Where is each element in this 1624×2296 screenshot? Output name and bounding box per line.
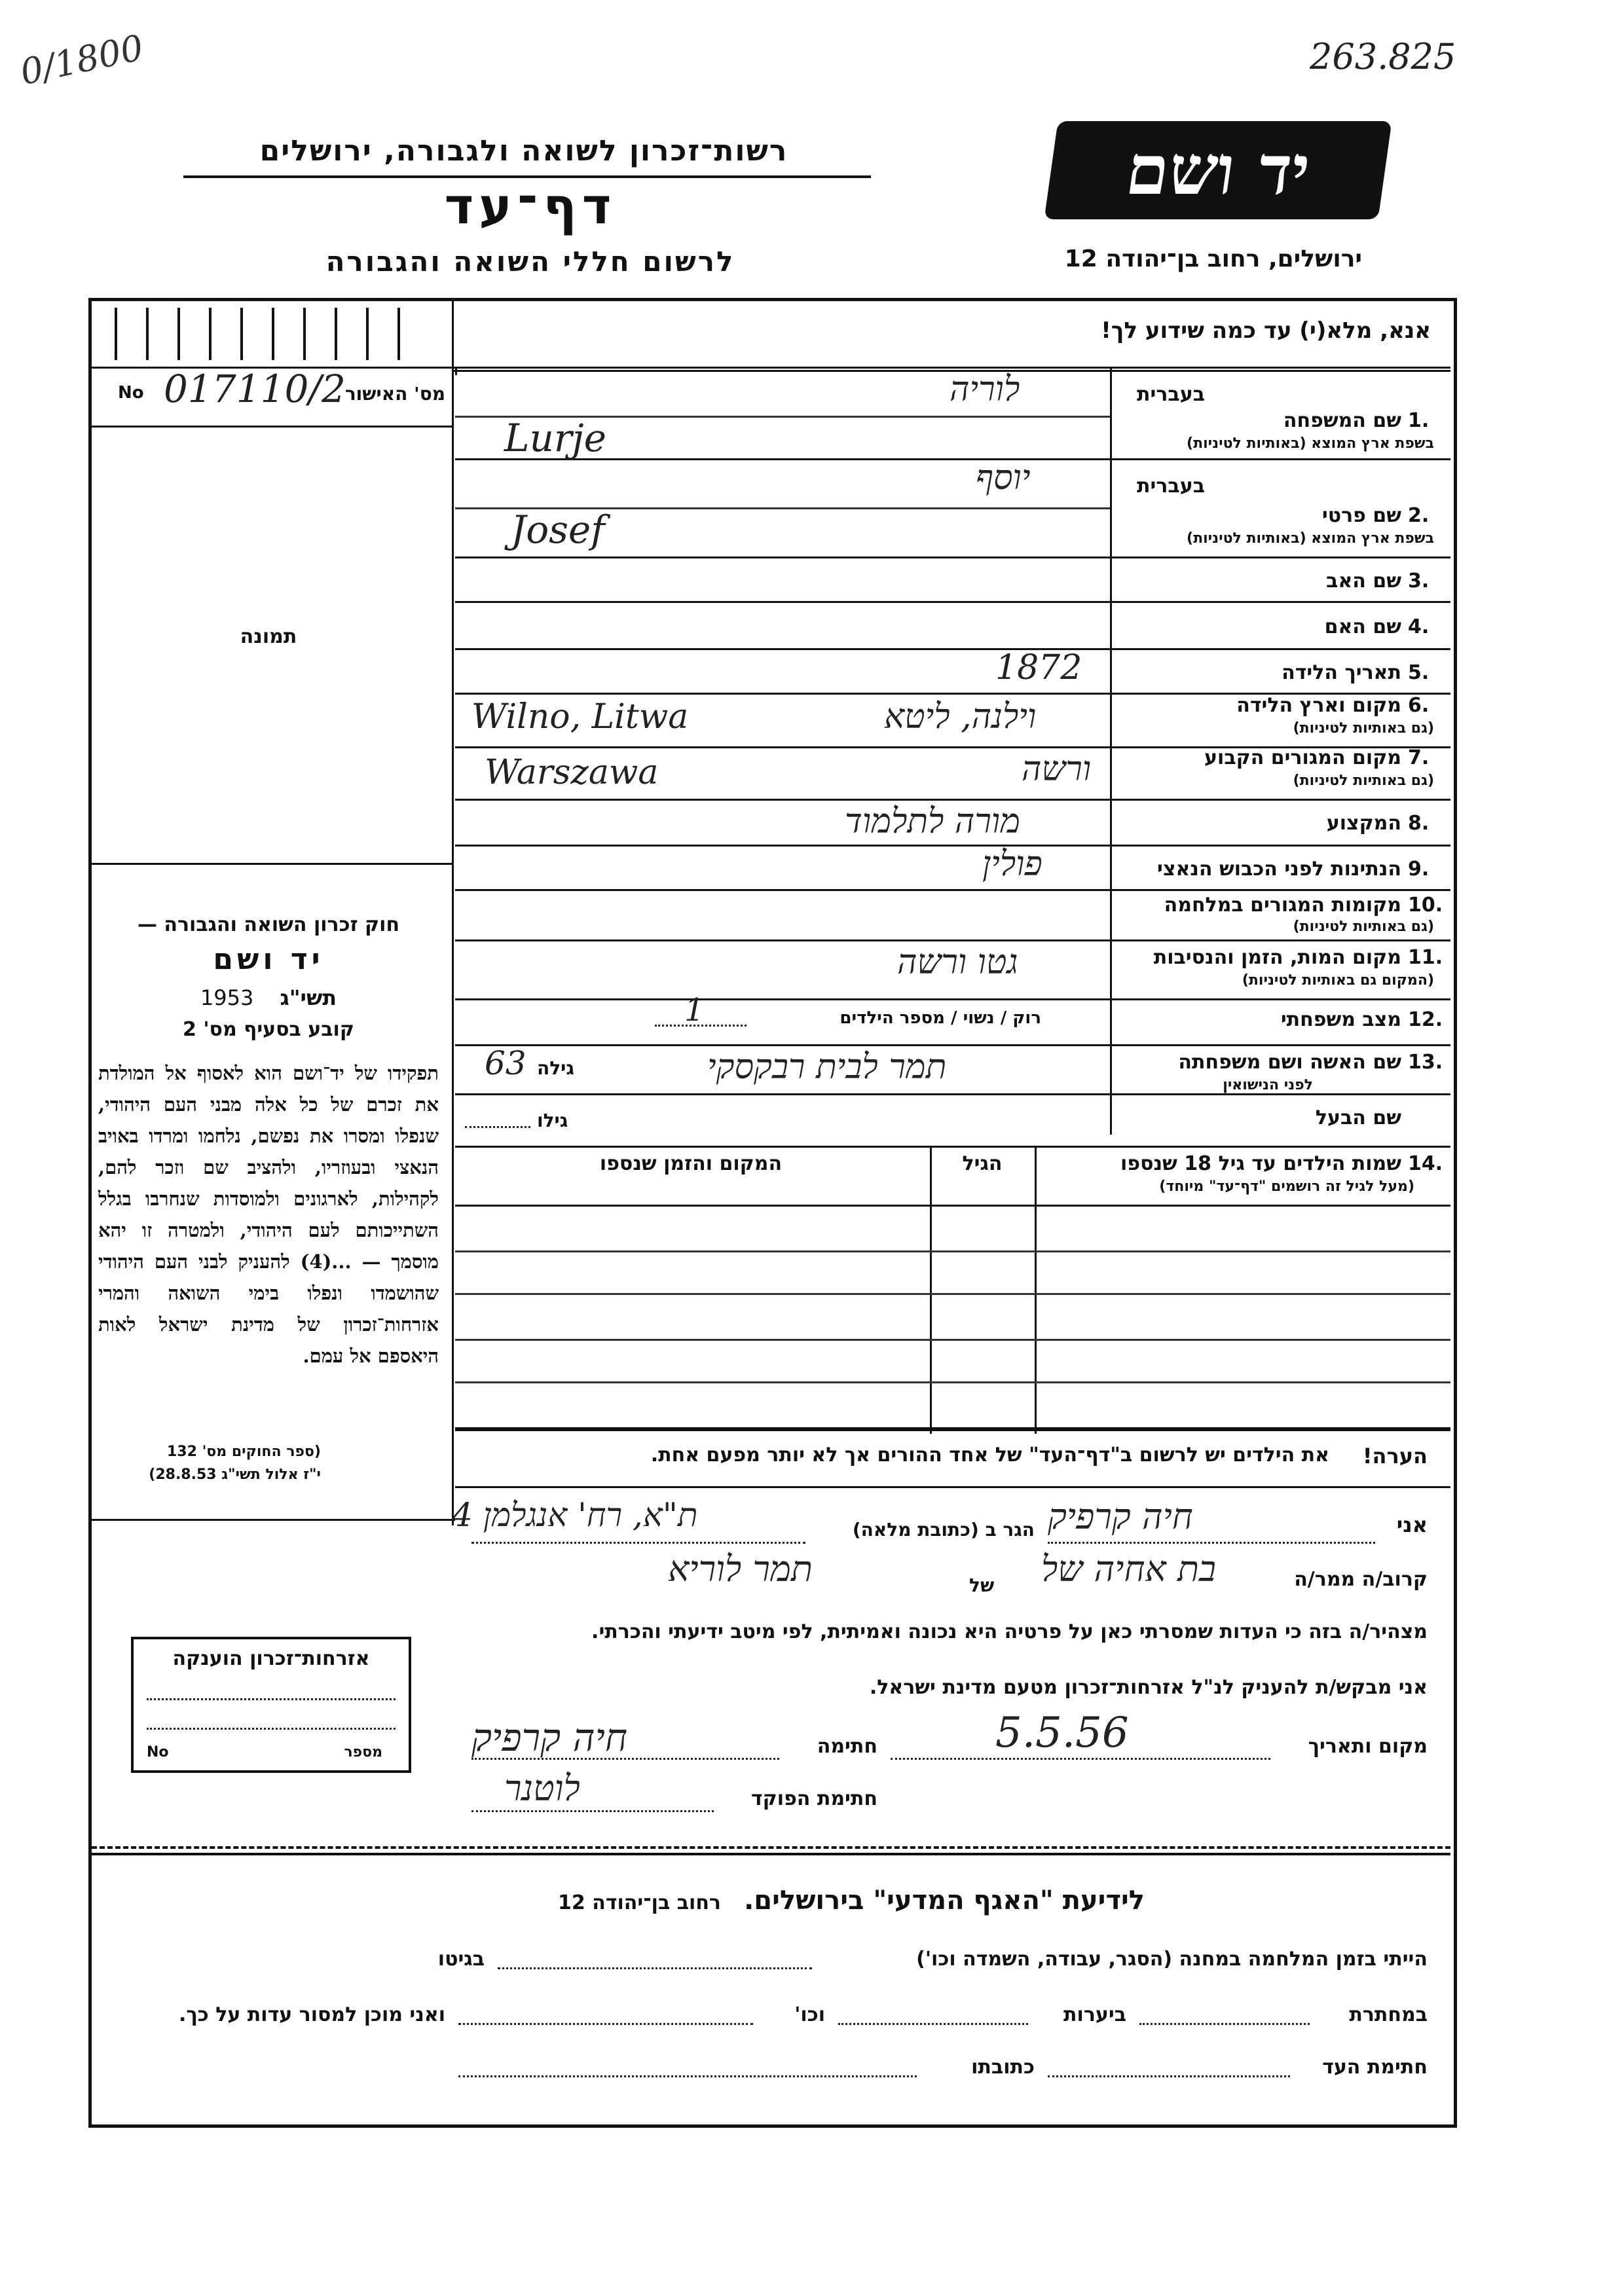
row-line-8 (455, 799, 1450, 801)
footer-etc: וכו' (794, 2003, 825, 2026)
field-8-num: 8. (1408, 812, 1430, 835)
husband-age-label: גילו (537, 1110, 568, 1131)
field-1-value-latin: Lurje (504, 416, 606, 460)
field-1-num: 1. (1408, 409, 1430, 432)
photo-label: תמונה (240, 625, 297, 648)
field-13-age-label: גילה (537, 1057, 574, 1079)
field-7-num: 7. (1408, 746, 1430, 769)
footer-ghetto: בגיטו (437, 1948, 485, 1971)
law-year: 1953 (200, 985, 254, 1010)
institution-address: ירושלים, רחוב בן־יהודה 12 (1064, 246, 1362, 272)
children-col-2 (1035, 1146, 1037, 1434)
field-2-value-hebrew: יוסף (976, 458, 1031, 498)
footer-etc-dots (458, 2023, 753, 2025)
field-5-value: 1872 (995, 648, 1082, 687)
footer-heading-row (458, 1886, 1244, 1916)
row-line-13 (455, 1044, 1450, 1046)
children-row-1 (455, 1205, 1450, 1207)
page-number-handwritten: 263.825 (1310, 36, 1456, 77)
children-row-3 (455, 1293, 1450, 1295)
field-12-dots (655, 1025, 747, 1027)
declaration-ani: אני (1396, 1512, 1428, 1537)
field-10-sub: (גם באותיות לטיניות) (1293, 919, 1434, 935)
field-7-value-latin: Warszawa (485, 753, 659, 792)
authority-name: רשות־זכרון לשואה ולגבורה, ירושלים (259, 134, 788, 168)
law-title: חוק זכרון השואה והגבורה — (137, 913, 400, 936)
field-11-num: 11. (1408, 946, 1443, 969)
field-5-label: תאריך הלידה (1282, 661, 1401, 684)
law-source-1: (ספר החוקים מס' 132 (166, 1444, 321, 1460)
field-7-label: מקום המגורים הקבוע (1204, 746, 1401, 769)
field-13-label: שם האשה ושם משפחתה (1178, 1051, 1401, 1074)
footer-forests-dots (838, 2023, 1028, 2025)
footer-address-label: כתובתו (971, 2056, 1035, 2079)
children-col-1 (930, 1146, 932, 1434)
field-6-value-latin: Wilno, Litwa (471, 697, 689, 737)
declaration-name-value: חיה קרפיק (1048, 1496, 1193, 1537)
law-name: יד ושם (213, 943, 324, 976)
field-11-value: גטו ורשה (897, 943, 1018, 982)
signature-label: חתימה (817, 1735, 877, 1758)
field-12-options: רוק / נשוי / מספר הילדים (840, 1008, 1041, 1028)
place-date-dots (891, 1758, 1270, 1760)
registration-label: מס' האישור (344, 383, 445, 405)
footer-underground-dots (1139, 2023, 1310, 2025)
field-5-num: 5. (1408, 661, 1430, 684)
row-line-10 (455, 889, 1450, 891)
footer-separator-2 (92, 1853, 1450, 1855)
field-14-sub: (מעל לגיל זה רושמים "דף־עד" מיוחד) (1159, 1178, 1414, 1195)
officer-value: לוטנר (504, 1768, 580, 1809)
place-date-label: מקום ותאריך (1308, 1735, 1428, 1758)
logo-text: יד ושם (1121, 130, 1316, 210)
footer-separator (92, 1846, 1450, 1849)
children-bottom (455, 1427, 1450, 1431)
field-1-hebrew-tag: בעברית (1137, 383, 1205, 406)
law-clause: קובע בסעיף מס' 2 (183, 1018, 354, 1041)
children-col-age: הגיל (962, 1152, 1003, 1175)
citizenship-title: אזרחות־זכרון הוענקה (172, 1647, 370, 1670)
footer-underground: במחתרת (1349, 2003, 1428, 2026)
officer-dots (471, 1810, 714, 1812)
children-col-place: המקום והזמן שנספו (599, 1152, 783, 1175)
row-line-4 (455, 601, 1450, 603)
form-title: דף־עד (444, 177, 617, 235)
declaration-statement: מצהיר/ה בזה כי העדות שמסרתי כאן על פרטיה היא נכונה ואמיתית, לפי מיטב ידיעתי והכרתי. (591, 1620, 1428, 1643)
citizenship-dots-1 (147, 1698, 396, 1700)
field-6-num: 6. (1408, 694, 1430, 717)
row-line-11 (455, 939, 1450, 941)
field-7-value-hebrew: ורשה (1022, 750, 1092, 789)
footer-camp-line: הייתי בזמן המלחמה במחנה (הסגר, עבודה, השמדה וכו') (916, 1948, 1428, 1971)
left-column-divider (452, 301, 454, 1525)
archive-stamp-number: 0/1800 (16, 26, 147, 94)
citizenship-dots-2 (147, 1728, 396, 1730)
field-14-label: שמות הילדים עד גיל 18 שנספו (1120, 1152, 1401, 1175)
field-11-sub: (המקום גם באותיות לטיניות) (1242, 972, 1434, 989)
field-4-label: שם האם (1324, 615, 1401, 638)
officer-label: חתימת הפוקד (751, 1787, 877, 1810)
note-text: את הילדים יש לרשום ב"דף־העד" של אחד ההורים אך לא יותר מפעם אחת. (650, 1444, 1329, 1467)
declaration-address-value: ת"א, רח' אנגלמן 4 (452, 1496, 698, 1534)
field-2-num: 2. (1408, 504, 1430, 527)
field-4-num: 4. (1408, 615, 1430, 638)
registration-line (92, 426, 452, 428)
footer-forests: ביערות (1063, 2003, 1126, 2026)
field-6-label: מקום וארץ הלידה (1236, 694, 1401, 717)
footer-address-dots (458, 2075, 917, 2077)
law-year-hebrew: תשי"ג (280, 985, 337, 1010)
field-10-num: 10. (1408, 894, 1443, 917)
registration-number: 017110/2 (164, 367, 346, 411)
label-column-divider (1110, 369, 1112, 1135)
law-source-2: י"ז אלול תשי"ג 28.8.53) (149, 1467, 321, 1483)
field-8-label: המקצוע (1326, 812, 1401, 835)
yad-vashem-logo (1044, 121, 1392, 219)
field-1-value-hebrew: לוריה (950, 370, 1020, 409)
relative-of-label: של (969, 1575, 995, 1596)
id-digit-boxes (115, 308, 429, 360)
citizenship-box (131, 1637, 411, 1773)
signature-value: חיה קרפיק (471, 1715, 628, 1760)
field-1-label: שם המשפחה (1283, 409, 1401, 432)
footer-camp-dots (498, 1967, 812, 1969)
row-line-15 (455, 1146, 1450, 1148)
row-line-3 (455, 556, 1450, 558)
law-year-row (98, 985, 439, 1010)
husband-label: שם הבעל (1315, 1106, 1401, 1129)
relation-value: בת אחיה של (1041, 1548, 1216, 1590)
field-6-value-hebrew: וילנה, ליטא (884, 697, 1037, 737)
field-14-num: 14. (1408, 1152, 1443, 1175)
row-line-9 (455, 845, 1450, 847)
footer-ready: ואני מוכן למסור עדות על כך. (179, 2003, 445, 2026)
declaration-name-dots (1048, 1542, 1375, 1544)
row-line-14 (455, 1093, 1450, 1095)
declaration-address-dots (471, 1542, 805, 1544)
footer-heading: לידיעת "האגף המדעי" בירושלים. (744, 1886, 1145, 1916)
field-3-num: 3. (1408, 570, 1430, 592)
field-13-num: 13. (1408, 1051, 1443, 1074)
field-1-sub: בשפת ארץ המוצא (באותיות לטיניות) (1187, 435, 1434, 452)
field-2-hebrew-tag: בעברית (1137, 475, 1205, 498)
row-line-5 (455, 648, 1450, 650)
field-6-sub: (גם באותיות לטיניות) (1293, 720, 1434, 737)
relative-name-value: תמר לוריא (668, 1548, 813, 1590)
row-line-12 (455, 998, 1450, 1000)
law-text: תפקידו של יד־ושם הוא לאסוף אל המולדת את זכרם של כל אלה מבני העם היהודי, שנפלו ומסרו את נפשם, נלחמו ומרדו באויב הנאצי ובעוזריו, ולהציב שם וזכר להם, לקהילות, לארגונים ולמוסדות שנחרבו בגלל השתייכותם לעם היהודי, ולמטרה זו יהא מוסמך — ...(4) להעניק לבני העם היהודי שהושמדו ונפלו בימי השואה והמרי אזרחות־זכרון של מדינת ישראל לאות היאספם אל עמם. (98, 1062, 439, 1367)
field-11-label: מקום המות, הזמן והנסיבות (1153, 946, 1401, 969)
field-7-sub: (גם באותיות לטיניות) (1293, 773, 1434, 789)
field-2-label: שם פרטי (1321, 504, 1401, 527)
field-2-sub: בשפת ארץ המוצא (באותיות לטיניות) (1187, 530, 1434, 547)
instructions: אנא, מלא(י) עד כמה שידוע לך! (1101, 318, 1431, 344)
field-8-value: מורה לתלמוד (845, 802, 1020, 841)
footer-witness-signature: חתימת העד (1322, 2056, 1428, 2079)
field-13-age: 63 (485, 1044, 526, 1082)
field-10-label: מקומות המגורים במלחמה (1164, 894, 1401, 917)
children-row-2 (455, 1250, 1450, 1252)
date-value: 5.5.56 (995, 1709, 1129, 1757)
note-bottom (455, 1486, 1450, 1488)
field-12-num: 12. (1408, 1008, 1443, 1031)
citizenship-no: No (147, 1744, 169, 1760)
field-13-value: תמר לבית רבקסקי (707, 1048, 947, 1087)
declaration-request: אני מבקש/ת להעניק לנ"ל אזרחות־זכרון מטעם מדינת ישראל. (869, 1676, 1428, 1699)
citizenship-number-label: מספר (344, 1744, 382, 1760)
husband-age-dots (465, 1126, 530, 1128)
field-3-label: שם האב (1326, 570, 1401, 592)
form-subtitle: לרשום חללי השואה והגבורה (325, 246, 735, 278)
field-9-num: 9. (1408, 858, 1430, 881)
note-label: הערה! (1362, 1444, 1428, 1468)
field-13-sub: לפני הנישואין (1223, 1077, 1313, 1093)
photo-bottom-line (92, 863, 452, 865)
field-9-value: פולין (982, 845, 1043, 884)
relative-label: קרוב/ה ממר/ה (1294, 1568, 1428, 1591)
footer-address: רחוב בן־יהודה 12 (558, 1891, 721, 1914)
registration-no-label: No (118, 383, 144, 403)
footer-witness-dots (1048, 2075, 1290, 2077)
children-row-5 (455, 1381, 1450, 1383)
declaration-lives-at: הגר ב (כתובת מלאה) (852, 1519, 1035, 1540)
field-12-value: 1 (684, 992, 705, 1029)
field-12-label: מצב משפחתי (1280, 1008, 1401, 1031)
field-9-label: הנתינות לפני הכבוש הנאצי (1157, 858, 1401, 881)
children-row-4 (455, 1339, 1450, 1341)
law-box-bottom (92, 1519, 455, 1521)
field-2-value-latin: Josef (511, 507, 605, 552)
